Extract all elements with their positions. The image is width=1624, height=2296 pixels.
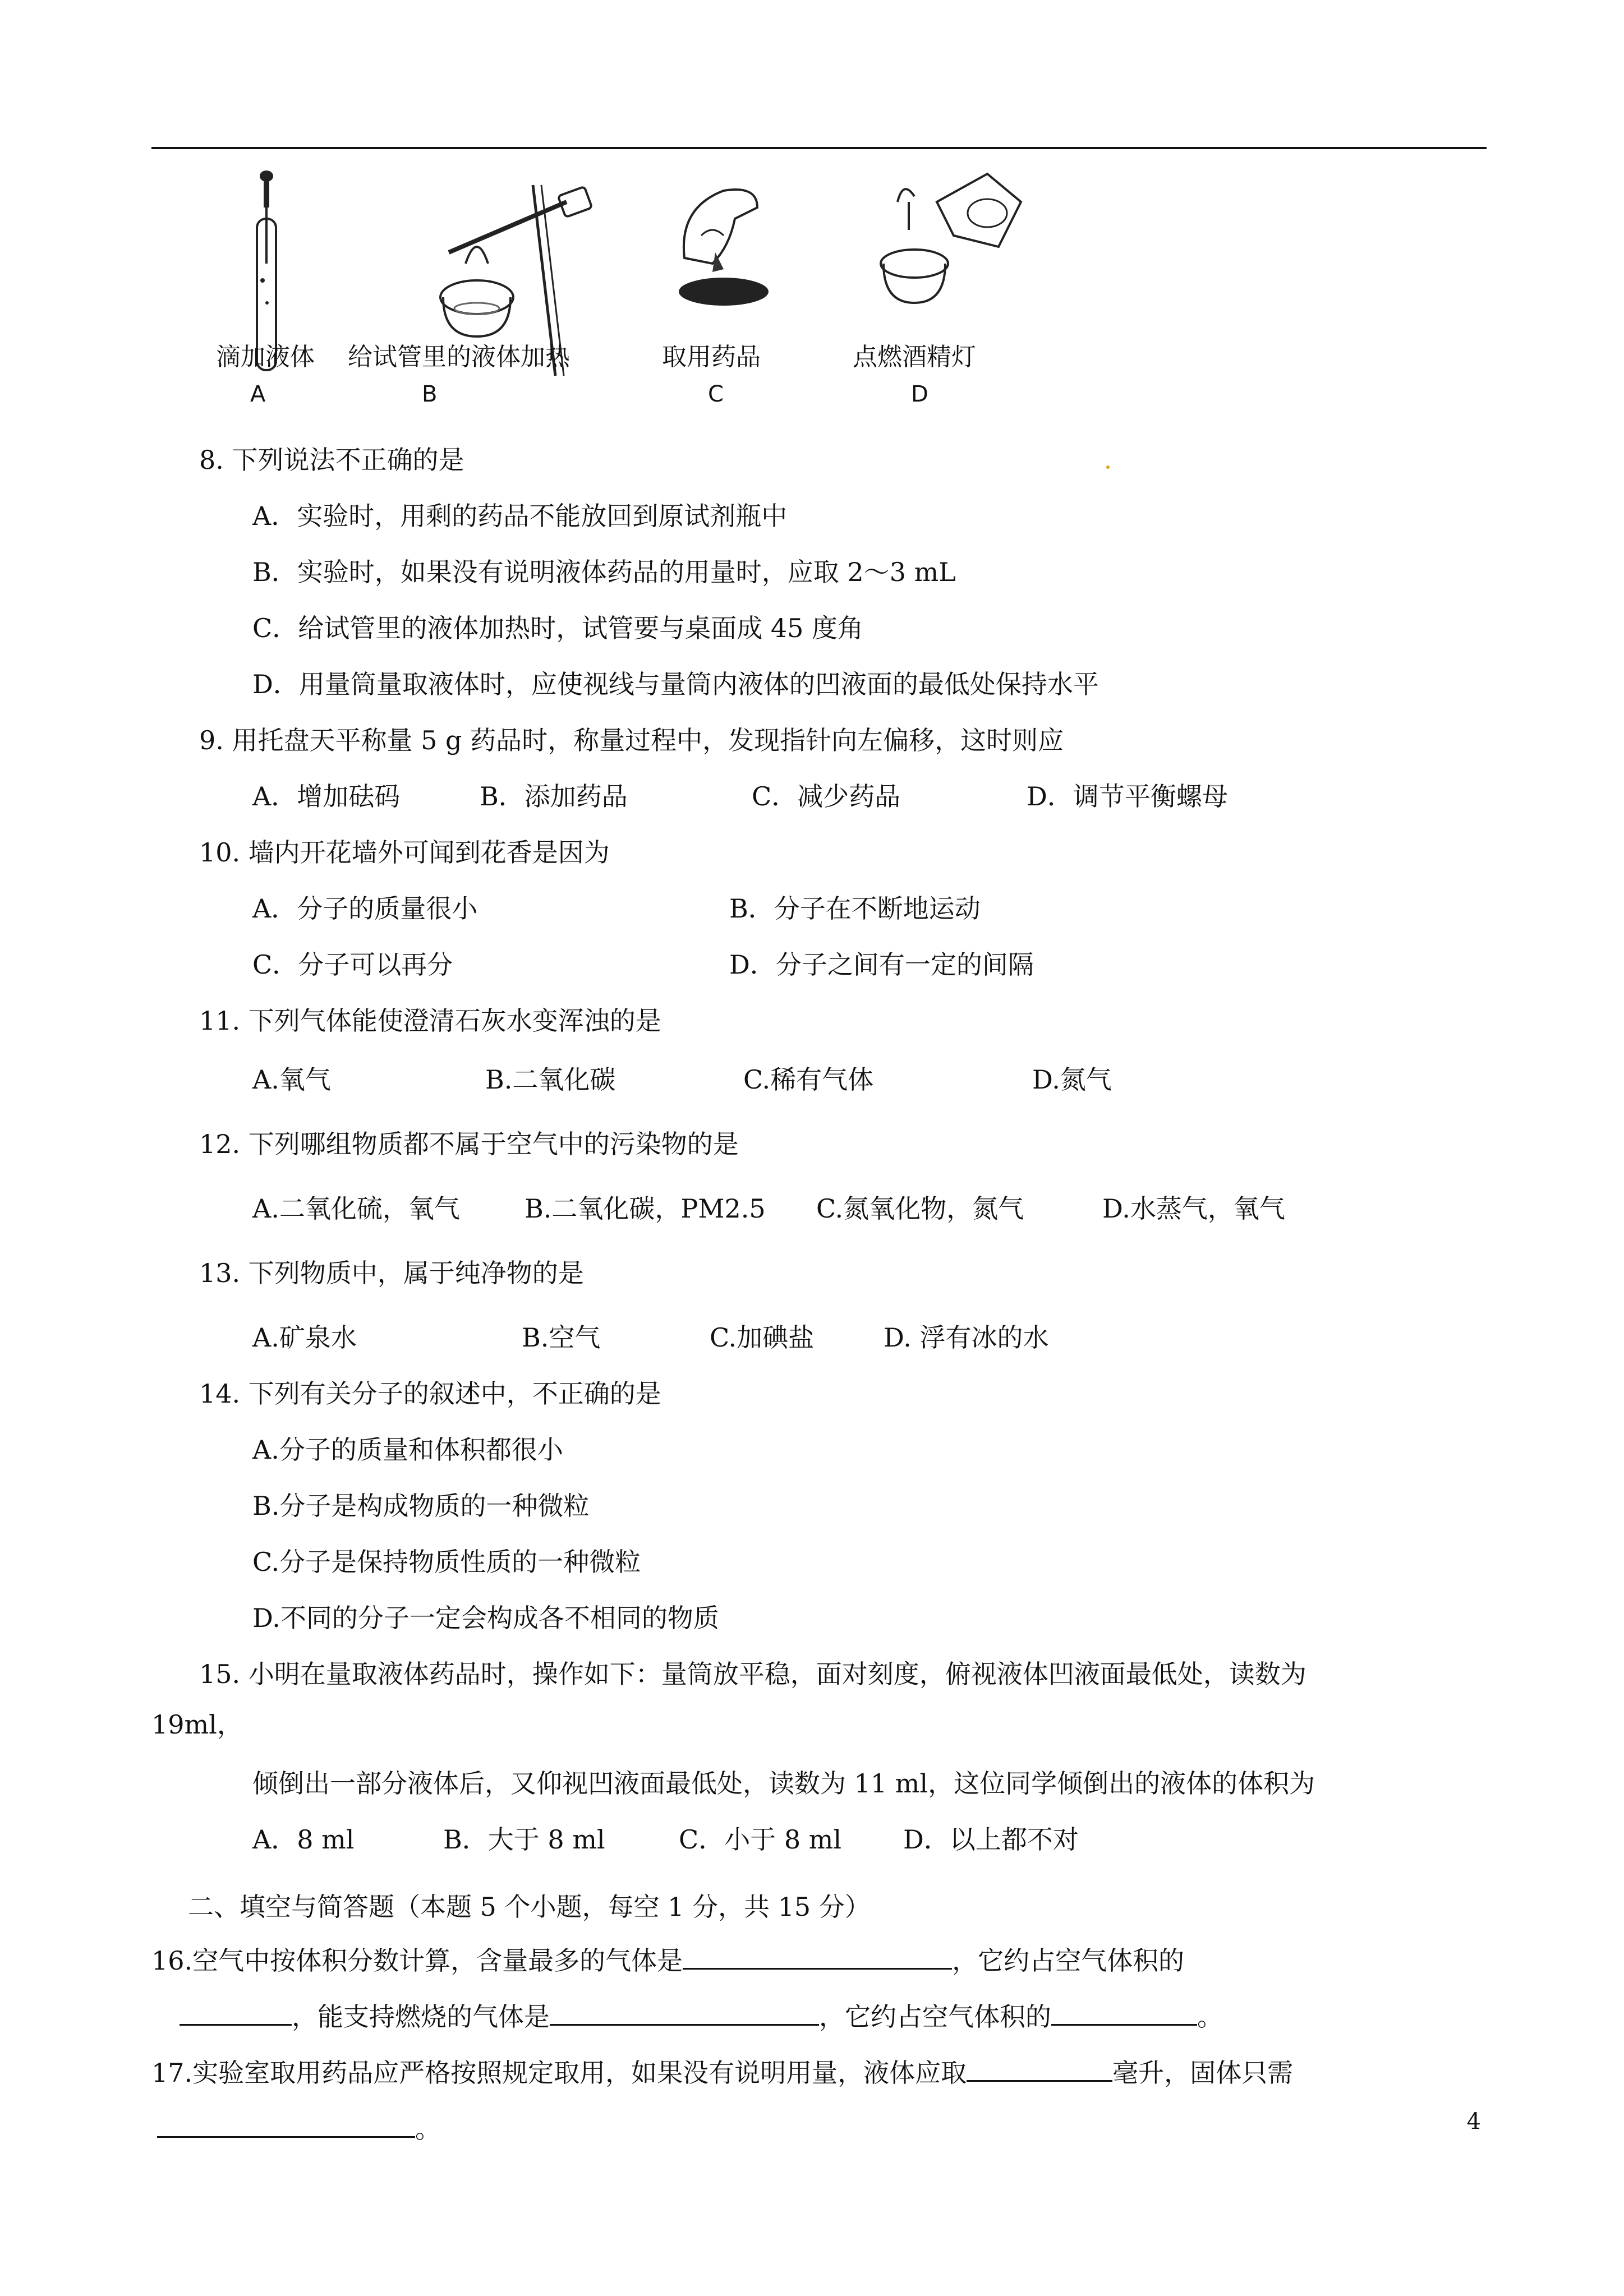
- question-17-line-1: [151, 2055, 1293, 2090]
- page-number: 4: [1466, 2109, 1481, 2134]
- question-13-option-b: B.空气: [522, 1322, 601, 1353]
- question-9-stem: 9. 用托盘天平称量 5 g 药品时，称量过程中，发现指针向左偏移，这时则应: [199, 725, 1064, 755]
- question-10-option-c: C．分子可以再分: [252, 949, 453, 980]
- question-16-blank-2[interactable]: [180, 1999, 292, 2026]
- question-8-option-d: D．用量筒量取液体时，应使视线与量筒内液体的凹液面的最低处保持水平: [252, 669, 1099, 699]
- section-2-heading: 二、填空与简答题（本题 5 个小题，每空 1 分，共 15 分）: [188, 1892, 871, 1922]
- question-16-text-5: 。: [1197, 2002, 1223, 2032]
- question-16-text-1: 16.空气中按体积分数计算，含量最多的气体是: [151, 1945, 683, 1976]
- question-10-stem: 10. 墙内开花墙外可闻到花香是因为: [199, 837, 610, 868]
- question-9-option-a: A．增加砝码: [252, 781, 401, 812]
- taking-reagent-illustration: [662, 168, 774, 314]
- question-15-option-c: C．小于 8 ml: [679, 1824, 842, 1855]
- question-8-option-c: C．给试管里的液体加热时，试管要与桌面成 45 度角: [252, 613, 863, 643]
- question-15-option-b: B．大于 8 ml: [443, 1824, 605, 1855]
- question-16-text-3: ，能支持燃烧的气体是: [292, 2002, 550, 2032]
- lighting-lamp-illustration: [875, 168, 1032, 314]
- question-9-option-c: C．减少药品: [752, 781, 901, 812]
- header-rule: [151, 147, 1487, 149]
- figure-label-a: A: [250, 381, 266, 407]
- question-16-text-4: ，它约占空气体积的: [819, 2002, 1051, 2032]
- question-14-option-a: A.分子的质量和体积都很小: [252, 1435, 563, 1465]
- question-17-blank-1[interactable]: [967, 2055, 1112, 2082]
- question-12-option-d: D.水蒸气，氧气: [1102, 1193, 1285, 1224]
- question-13-option-a: A.矿泉水: [252, 1322, 357, 1353]
- figure-caption-d: 点燃酒精灯: [853, 343, 976, 371]
- question-16-blank-3[interactable]: [550, 1999, 819, 2026]
- figure-label-c: C: [708, 381, 724, 407]
- stray-mark: [1106, 465, 1110, 469]
- question-15-option-d: D．以上都不对: [903, 1824, 1079, 1855]
- question-10-option-d: D．分子之间有一定的间隔: [729, 949, 1034, 980]
- figure-caption-c: 取用药品: [662, 343, 761, 371]
- question-11-option-d: D.氮气: [1032, 1064, 1112, 1095]
- question-16-blank-4[interactable]: [1051, 1999, 1197, 2026]
- question-12-option-b: B.二氧化碳，PM2.5: [525, 1193, 766, 1224]
- question-12-stem: 12. 下列哪组物质都不属于空气中的污染物的是: [199, 1129, 739, 1159]
- question-8-option-b: B．实验时，如果没有说明液体药品的用量时，应取 2～3 mL: [252, 557, 956, 587]
- question-9-option-d: D．调节平衡螺母: [1027, 781, 1228, 812]
- question-13-stem: 13. 下列物质中，属于纯净物的是: [199, 1258, 584, 1288]
- question-13-option-c: C.加碘盐: [710, 1322, 815, 1353]
- question-15-stem: 15. 小明在量取液体药品时，操作如下：量筒放平稳，面对刻度，俯视液体凹液面最低处，读数为: [199, 1659, 1306, 1689]
- question-17-text-2: 毫升，固体只需: [1112, 2058, 1294, 2088]
- question-8-stem: 8. 下列说法不正确的是: [199, 445, 464, 475]
- question-17-blank-2[interactable]: [157, 2111, 415, 2138]
- question-11-option-c: C.稀有气体: [743, 1064, 874, 1095]
- question-17-text-3: 。: [415, 2114, 441, 2144]
- question-12-option-a: A.二氧化硫，氧气: [252, 1193, 460, 1224]
- question-17-text-1: 17.实验室取用药品应严格按照规定取用，如果没有说明用量，液体应取: [151, 2058, 967, 2088]
- question-15-stem-continued: 19ml，: [151, 1709, 243, 1740]
- question-17-line-2: [157, 2111, 441, 2146]
- question-8-option-a: A．实验时，用剩的药品不能放回到原试剂瓶中: [252, 501, 788, 531]
- question-14-option-b: B.分子是构成物质的一种微粒: [252, 1491, 590, 1521]
- question-16-blank-1[interactable]: [683, 1943, 952, 1970]
- question-12-option-c: C.氮氧化物，氮气: [816, 1193, 1024, 1224]
- figure-label-b: B: [422, 381, 438, 407]
- question-14-option-d: D.不同的分子一定会构成各不相同的物质: [252, 1603, 719, 1633]
- question-15-stem-second-line: 倾倒出一部分液体后，又仰视凹液面最低处，读数为 11 ml，这位同学倾倒出的液体的体积为: [252, 1768, 1315, 1799]
- question-16-line-1: [151, 1943, 1184, 1977]
- question-11-option-a: A.氧气: [252, 1064, 331, 1095]
- question-14-stem: 14. 下列有关分子的叙述中，不正确的是: [199, 1378, 661, 1409]
- figure-label-d: D: [911, 381, 928, 407]
- question-16-text-2: ，它约占空气体积的: [952, 1945, 1185, 1976]
- figure-caption-b: 给试管里的液体加热: [348, 343, 570, 371]
- question-10-option-b: B．分子在不断地运动: [729, 893, 981, 924]
- question-16-line-2: [180, 1999, 1223, 2034]
- figure-caption-a: 滴加液体: [216, 343, 315, 371]
- question-11-stem: 11. 下列气体能使澄清石灰水变浑浊的是: [199, 1006, 661, 1036]
- question-11-option-b: B.二氧化碳: [485, 1064, 616, 1095]
- question-10-option-a: A．分子的质量很小: [252, 893, 478, 924]
- question-14-option-c: C.分子是保持物质性质的一种微粒: [252, 1547, 641, 1577]
- question-15-option-a: A．8 ml: [252, 1824, 355, 1855]
- question-13-option-d: D. 浮有冰的水: [884, 1322, 1049, 1353]
- question-9-option-b: B．添加药品: [480, 781, 628, 812]
